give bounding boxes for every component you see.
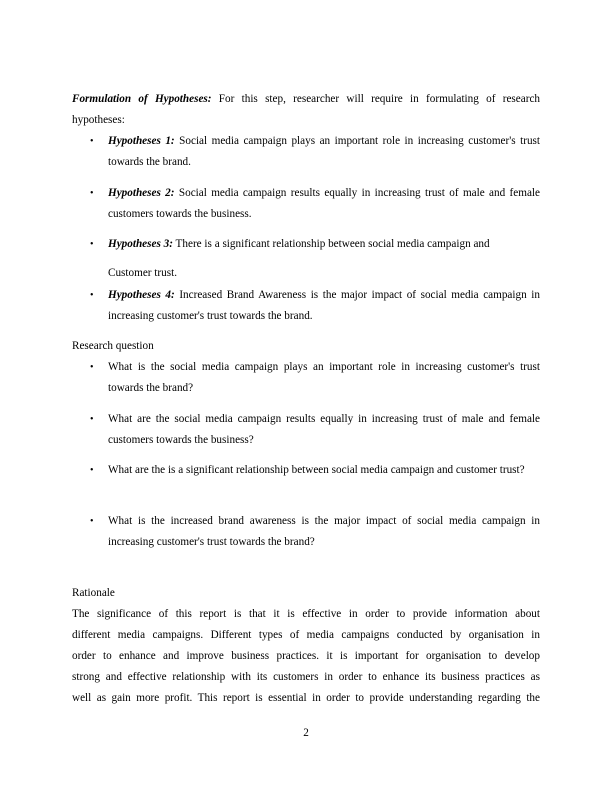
rationale-line: well as gain more profit. This report is essential in order to provide understanding regarding the [72,692,540,704]
formulation-text: For this step, researcher will require in formulating of research hypotheses: [72,93,540,126]
hypothesis-text: Social media campaign results equally in increasing trust of male and female customers towards the business. [108,187,540,220]
formulation-heading: Formulation of Hypotheses: [72,93,212,105]
bullet-icon: • [90,188,94,199]
rationale-line: The significance of this report is that it is effective in order to provide information about [72,608,540,620]
hypothesis-text: There is a significant relationship between social media campaign and [172,238,490,250]
research-question-text: What are the is a significant relationship between social media campaign and customer trust? [108,464,525,476]
hypothesis-label: Hypotheses 3: [108,238,173,250]
rationale-line: different media campaigns. Different types of media campaigns conducted by organisation in [72,629,540,641]
hypothesis-text: Increased Brand Awareness is the major impact of social media campaign in increasing customer's trust towards the brand. [108,289,540,322]
page-number: 2 [303,727,309,739]
hypothesis-item-2 [90,183,540,225]
rationale-paragraph [72,604,540,709]
research-question-heading: Research question [72,340,154,352]
hypothesis-item-1 [90,131,540,173]
rationale-line: order to enhance and improve business practices. it is important for organisation to develop [72,650,540,662]
research-question-item-1 [90,357,540,399]
hypothesis-text: Social media campaign plays an important role in increasing customer's trust towards the brand. [108,135,540,168]
rationale-line: strong and effective relationship with its customers in order to enhance its business practices as [72,671,540,683]
formulation-paragraph [72,89,540,131]
research-question-item-3 [90,460,540,481]
bullet-icon: • [90,414,94,425]
hypothesis-item-3-continuation [108,263,540,284]
research-question-text: What is the social media campaign plays an important role in increasing customer's trust towards the brand? [108,361,540,394]
research-question-item-2 [90,409,540,451]
bullet-icon: • [90,516,94,527]
research-question-text: What are the social media campaign results equally in increasing trust of male and female customers towards the business? [108,413,540,446]
hypothesis-item-4 [90,285,540,327]
bullet-icon: • [90,465,94,476]
bullet-icon: • [90,290,94,301]
hypothesis-item-3 [90,234,540,255]
hypothesis-label: Hypotheses 4: [108,289,175,301]
rationale-heading: Rationale [72,587,115,599]
bullet-icon: • [90,136,94,147]
hypothesis-text-continued: Customer trust. [108,267,177,279]
hypothesis-label: Hypotheses 1: [108,135,175,147]
research-question-item-4 [90,511,540,553]
research-question-text: What is the increased brand awareness is the major impact of social media campaign in increasing customer's trust towards the brand? [108,515,540,548]
bullet-icon: • [90,239,94,250]
hypothesis-label: Hypotheses 2: [108,187,175,199]
bullet-icon: • [90,362,94,373]
